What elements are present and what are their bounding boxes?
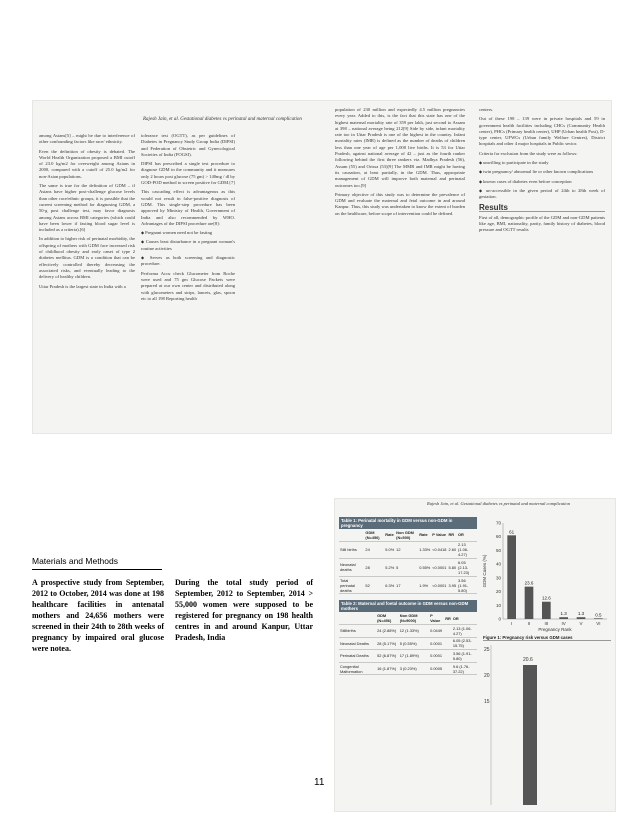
table-cell: 3.95 bbox=[447, 576, 457, 594]
bar bbox=[559, 617, 568, 619]
table-cell: 5.80 bbox=[447, 559, 457, 577]
table-header-cell: OR bbox=[457, 529, 477, 541]
table-row bbox=[339, 637, 477, 650]
bar-value-label: 12.6 bbox=[541, 595, 551, 601]
paragraph: Out of these 198 – 139 were in private hospitals and 59 in government health facilities including CHCs (Community Health center), PHCs (Primary health center), UHP (Urban health Post), D-type center, UFWCs (Urban family Welfare Centres), District hospitals and other 4 major hospitals in Public sector. bbox=[479, 116, 605, 147]
scan-top-col1 bbox=[39, 133, 135, 293]
scan-top-col4 bbox=[479, 107, 605, 237]
table-cell: 0.0001 bbox=[429, 637, 444, 650]
y-tick-label: 60 bbox=[495, 534, 501, 540]
table-row bbox=[339, 576, 477, 594]
table-header-cell: OR bbox=[452, 612, 477, 624]
table-cell: 2.13 (1.06-4.27) bbox=[457, 541, 477, 559]
y-tick-label: 50 bbox=[495, 547, 501, 553]
bullet-item: ◆ Pregnant women need not be fasting bbox=[141, 230, 235, 236]
table-header-cell: RR bbox=[447, 529, 457, 541]
bar bbox=[525, 587, 534, 619]
bullet-item: ◆ known cases of diabetes even before conception bbox=[479, 179, 605, 185]
table-row bbox=[339, 662, 477, 675]
table-cell: 2.60 bbox=[447, 541, 457, 559]
table-cell: 5.2% bbox=[384, 559, 395, 577]
paragraph: This cascading effect is advantageous as this would not result in false-positive diagnosis of GDM. This single-step procedure has been approved by Ministry of Health, Government of India and also recommended by WHO. Advantages of the DIPSI procedure are[8]: bbox=[141, 189, 235, 226]
scan-bottom bbox=[334, 498, 616, 812]
table-cell: <0.0418 bbox=[431, 541, 447, 559]
figure1-caption: Figure 1: Pregnancy risk versus GDM cases bbox=[483, 635, 611, 641]
table-row bbox=[339, 624, 477, 637]
x-tick-label: III bbox=[544, 621, 549, 626]
table-cell: 52 (6.87%) bbox=[376, 650, 399, 663]
y-tick-label: 0 bbox=[498, 616, 501, 622]
table-cell: <0.0001 bbox=[431, 576, 447, 594]
partial-bar-label: 20.6 bbox=[523, 657, 533, 663]
table-row bbox=[339, 559, 477, 577]
partial-chart bbox=[481, 645, 611, 805]
table1 bbox=[339, 529, 477, 594]
table-cell: 3.56 (1.91-5.80) bbox=[452, 650, 477, 663]
table-cell: Still births bbox=[339, 541, 364, 559]
table-cell: 3.56 (1.91-5.80) bbox=[457, 576, 477, 594]
table-cell: Neonatal Deaths bbox=[339, 637, 376, 650]
table-cell: Total perinatal deaths bbox=[339, 576, 364, 594]
bar bbox=[594, 618, 603, 619]
partial-bar bbox=[523, 665, 537, 805]
table-header-cell: Rate bbox=[418, 529, 431, 541]
table-cell: 1.9% bbox=[418, 576, 431, 594]
x-tick-label: II bbox=[527, 621, 531, 626]
scan-top-col3 bbox=[335, 107, 465, 220]
x-axis-label: Pregnancy Rank bbox=[538, 627, 572, 632]
bar-value-label: 61 bbox=[509, 529, 515, 535]
table-cell: Perinatal Deaths bbox=[339, 650, 376, 663]
table-cell: 17 (1.89%) bbox=[399, 650, 429, 663]
table-header-cell: Rate bbox=[384, 529, 395, 541]
y-tick-label: 30 bbox=[495, 575, 501, 581]
table-cell: 5 (0.55%) bbox=[399, 637, 429, 650]
x-tick-label: IV bbox=[561, 621, 566, 626]
bar-value-label: 1.3 bbox=[560, 611, 567, 617]
table-cell: 17 bbox=[395, 576, 418, 594]
table-row bbox=[339, 650, 477, 663]
paragraph: Criteria for exclusion from the study were as follows: bbox=[479, 150, 578, 156]
paragraph: Uttar Pradesh is the largest state in India with a bbox=[39, 283, 126, 289]
bar-value-label: 23.6 bbox=[524, 580, 534, 586]
x-tick-label: V bbox=[579, 621, 583, 626]
bullet-item: ◆ un-accessible in the given period of 24th to 28th week of gestation. bbox=[479, 188, 605, 201]
table-cell: 16 (1.87%) bbox=[376, 662, 399, 675]
table-cell bbox=[444, 650, 452, 663]
table-cell: 0.0001 bbox=[429, 650, 444, 663]
bullet-item: ◆ twin pregnancy/ abnormal lie or other known complications bbox=[479, 169, 605, 175]
table-cell: <0.0001 bbox=[431, 559, 447, 577]
table-cell: 0.55% bbox=[418, 559, 431, 577]
table-cell: Stillbirths bbox=[339, 624, 376, 637]
bar bbox=[577, 617, 586, 619]
paragraph: population of 230 million and expectedly 4.5 million pregnancies every year. Added to this, is the fact that this state has one of the highest maternal mortality rate of 359 per lakh, just second to Assam at 398 – national average being 212[9] Side by side, infant mortality rate too in Uttar Pradesh is one of the highest in the country. Infant mortality rates (IMR) is defined as the number of deaths of children less than one year of age per 1,000 live births. It is 53 for Uttar Pradesh, against national average of 42 – just as the fourth ranker following behind the first three rankers viz. Madhya Pradesh (56), Assam (55) and Orissa (53)[9] The MMR and IMR might be having its causation, at least partially, in the GDM. Thus, appropriate management of GDM will improve both maternal and perinatal outcomes too.[9] bbox=[335, 107, 465, 188]
table-header-cell: P Value bbox=[429, 612, 444, 624]
table-cell: 5.0% bbox=[384, 541, 395, 559]
bar bbox=[542, 602, 551, 619]
bar-value-label: 1.3 bbox=[577, 611, 585, 617]
bar-chart bbox=[481, 515, 611, 633]
table-cell: 12 bbox=[395, 541, 418, 559]
results-heading: Results bbox=[479, 205, 605, 212]
bullet-item: ◆ unwilling to participate in the study bbox=[479, 160, 605, 166]
materials-left-text: A prospective study from September, 2012 to October, 2014 was done at 198 healthcare facilities in antenatal mothers and 24,656 mothers were screened in their 24th to 28th weeks of pregnancy by impaired oral glucose were notea. bbox=[32, 578, 164, 653]
table-cell: 6.05 (2.13-17.23) bbox=[457, 559, 477, 577]
y-axis-label: GDM Cases (%) bbox=[482, 554, 487, 588]
y-tick-label: 40 bbox=[495, 561, 501, 567]
table-header-cell bbox=[339, 612, 376, 624]
table-cell: 9.6 (1.76-37.22) bbox=[452, 662, 477, 675]
table-cell: 0.0449 bbox=[429, 624, 444, 637]
page-number: 11 bbox=[314, 777, 325, 788]
table-cell: Congenital Malformation bbox=[339, 662, 376, 675]
table2 bbox=[339, 612, 477, 675]
table-cell: 5 bbox=[395, 559, 418, 577]
table-cell bbox=[444, 637, 452, 650]
table-header-cell: GDM (N=456) bbox=[364, 529, 384, 541]
bar-value-label: 0.5 bbox=[595, 612, 602, 618]
table-row bbox=[339, 541, 477, 559]
table-header-cell: Non GDM (N=500) bbox=[395, 529, 418, 541]
tick-label: 25 bbox=[484, 647, 490, 653]
paragraph: DIPSI has prescribed a single test procedure to diagnose GDM in the community and it measures only 2 hours post glucose (75 gm) > 140mg / dl by GOD-POD method to screen positive for GDM.[7] bbox=[141, 161, 235, 186]
table-cell: 1.33% bbox=[418, 541, 431, 559]
bar bbox=[507, 535, 516, 619]
running-head-top: Rajesh Jain, et al. Gestational diabetes vs perinatal and maternal complication bbox=[143, 117, 302, 122]
scan-top bbox=[32, 100, 612, 434]
tick-label: 15 bbox=[484, 699, 490, 705]
paragraph: tolerance test (OGTT), as per guidelines of Diabetes in Pregnancy Study Group India (DIPSI) and Federation of Obstetric and Gynecological Societies of India (FOGSI). bbox=[141, 133, 235, 157]
table-cell: 24 (2.88%) bbox=[376, 624, 399, 637]
title-rule bbox=[32, 569, 162, 570]
paragraph: centers. bbox=[479, 107, 494, 112]
table-cell: 24 bbox=[364, 541, 384, 559]
table-cell: 28 bbox=[364, 559, 384, 577]
x-tick-label: I bbox=[511, 621, 513, 626]
table-header-cell: Non GDM (N=9000) bbox=[399, 612, 429, 624]
materials-right-text: During the total study period of September, 2012 to September, 2014 > 55,000 women were supposed to be registered for pregnancy on 198 health centres in and around Kanpur, Uttar Pradesh, India bbox=[175, 578, 313, 642]
table-cell: 2.13 (1.06-4.27) bbox=[452, 624, 477, 637]
table-header-cell: P Value bbox=[431, 529, 447, 541]
bullet-item: ◆ Serves as both screening and diagnostic procedure. bbox=[141, 255, 235, 268]
table-header-cell: RR bbox=[444, 612, 452, 624]
paragraph: Performa Accu check Glucometer from Roche were used and 75 gm Glucose Packets were prepared at our own center and distributed along with glucometers and strips, lancets, glas, spoon etc to all 198 Reporting health bbox=[141, 270, 235, 301]
paragraph: among Asians[5] – might be due to interference of other confounding factors like race/ ethnicity. bbox=[39, 133, 135, 145]
table-cell: 52 bbox=[364, 576, 384, 594]
tick-label: 20 bbox=[484, 673, 490, 679]
table-cell: 0.0005 bbox=[429, 662, 444, 675]
tables-block bbox=[339, 517, 477, 675]
paragraph: The same is true for the definition of GDM – if Asians have higher post-challenge glucose levels than other race/ethnic groups, it is possible that the current screening method for diagnosing GDM, a 50-g post challenge test, may favor diagnosis among Asians across BMI categories (which could have been lower if fasting blood sugar level is included as a criteria).[6] bbox=[39, 183, 135, 233]
table-cell: 12 (1.33%) bbox=[399, 624, 429, 637]
scan-top-col2 bbox=[141, 133, 235, 305]
table-header-cell bbox=[339, 529, 364, 541]
table-cell bbox=[444, 662, 452, 675]
y-tick-label: 20 bbox=[495, 589, 501, 595]
running-head-bottom: Rajesh Jain, et al. Gestational diabetes vs perinatal and maternal complication bbox=[427, 501, 570, 506]
table-cell bbox=[444, 624, 452, 637]
table2-caption: Table 2: Maternal and foetal outcome in GDM versus non-GDM mothers bbox=[339, 600, 477, 612]
table-cell: 3 (0.23%) bbox=[399, 662, 429, 675]
table-cell: 28 (5.17%) bbox=[376, 637, 399, 650]
materials-methods-title: Materials and Methods bbox=[32, 556, 118, 566]
y-tick-label: 10 bbox=[495, 602, 501, 608]
y-tick-label: 70 bbox=[495, 520, 501, 526]
paragraph: Primary objective of this study was to determine the prevalence of GDM and evaluate the maternal and fetal outcome in and around Kanpur. Thus, this study was undertaken to know the extent of burden on the healthcare, before scope of intervention could be defined. bbox=[335, 191, 465, 216]
bullet-item: ◆ Causes least disturbance in a pregnant woman's routine activities bbox=[141, 239, 235, 252]
table1-caption: Table 1: Perinatal mortality in GDM versus non-GDM in pregnancy bbox=[339, 517, 477, 529]
paragraph: Even the definition of obesity is debated. The World Health Organization proposed a BMI cutoff of 23.0 kg/m2 for overweight among Asians in 2000, compared with a cutoff of 25.0 kg/m2 for non-Asian populations. bbox=[39, 148, 135, 179]
paragraph: In addition to higher risk of perinatal morbidity, the offspring of mothers with GDM face increased risk of childhood obesity and early onset of type 2 diabetes mellitus. GDM is a condition that can be effectively controlled thereby decreasing the associated risks, and eventually leading to the delivery of healthy children. bbox=[39, 236, 135, 280]
table-cell: Neonatal deaths bbox=[339, 559, 364, 577]
x-tick-label: VI bbox=[596, 621, 601, 626]
table-cell: 6.3% bbox=[384, 576, 395, 594]
table-header-cell: GDM (N=456) bbox=[376, 612, 399, 624]
table-cell: 6.05 (2.53-15.75) bbox=[452, 637, 477, 650]
paragraph: First of all, demographic profile of the GDM and non-GDM patients like age, BMI, nationality, parity, family history of diabetes, blood pressure and OGTT results bbox=[479, 214, 605, 233]
